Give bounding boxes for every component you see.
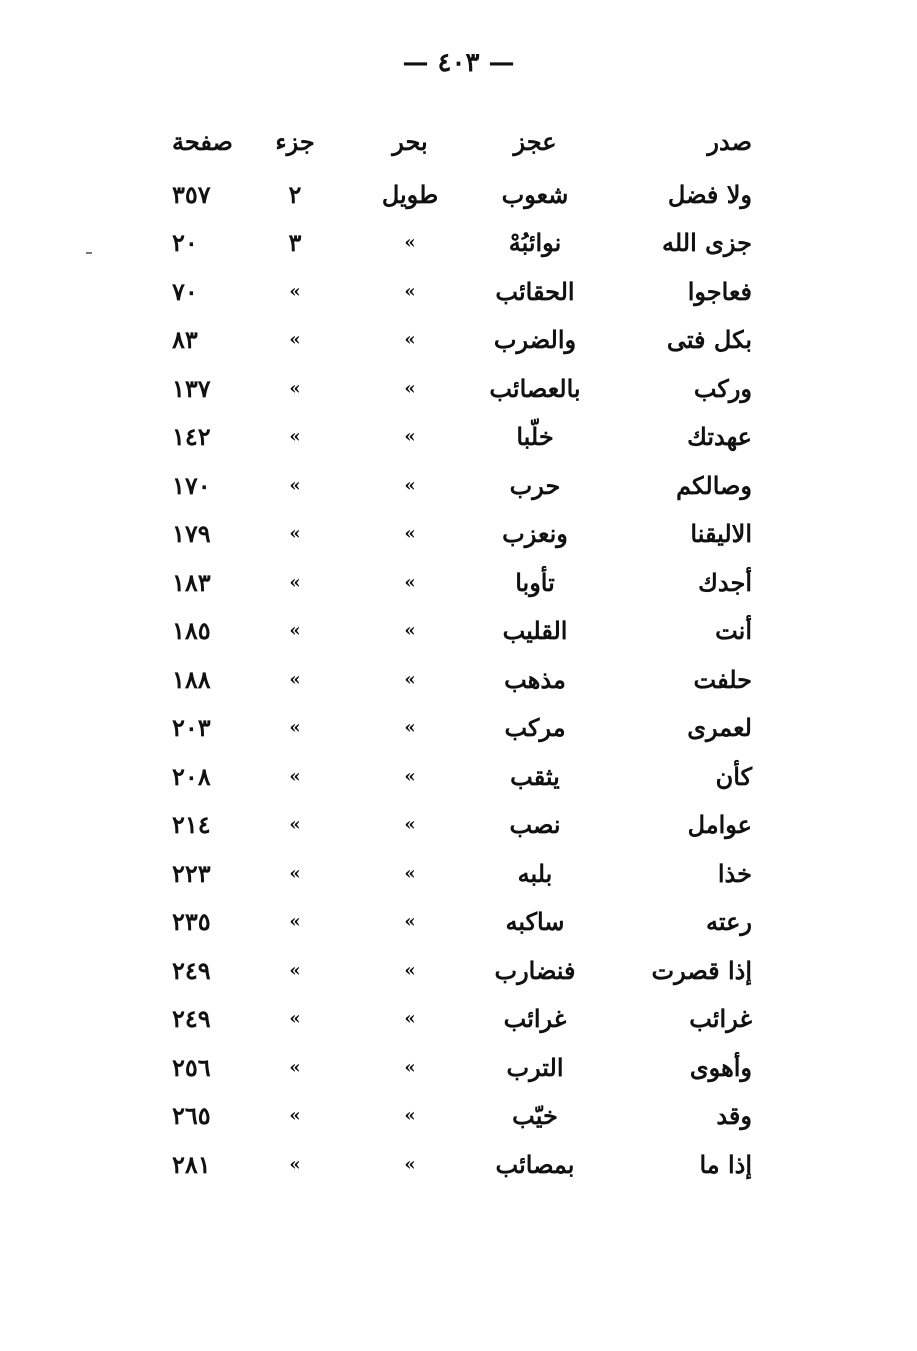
- row-safha: ٢٨١: [172, 1149, 211, 1179]
- row-bahr: »: [404, 959, 416, 981]
- table-row: [150, 170, 770, 219]
- row-sadr: وأهوى: [689, 1052, 752, 1082]
- table-row: [150, 316, 770, 365]
- row-sadr: ولا فضل: [667, 179, 752, 209]
- row-sadr: عوامل: [687, 810, 752, 840]
- row-sadr: لعمرى: [687, 713, 752, 743]
- row-ajz: شعوب: [501, 179, 569, 209]
- row-sadr: وصالكم: [676, 470, 752, 500]
- table-row: [150, 849, 770, 898]
- row-safha: ٢٤٩: [172, 1004, 211, 1034]
- row-safha: ٢٠: [172, 228, 198, 258]
- row-juz: »: [289, 765, 301, 787]
- row-sadr: أجدك: [698, 567, 752, 597]
- row-bahr: »: [404, 571, 416, 593]
- row-ajz: والضرب: [493, 325, 577, 355]
- row-safha: ٢٣٥: [172, 907, 211, 937]
- row-ajz: يثقب: [510, 761, 560, 791]
- row-juz: »: [289, 523, 301, 545]
- row-safha: ٢٦٥: [172, 1101, 211, 1131]
- row-bahr: »: [404, 1153, 416, 1175]
- row-sadr: جزى الله: [661, 228, 752, 258]
- table-header-row: [150, 112, 770, 170]
- row-bahr: »: [404, 232, 416, 254]
- row-ajz: خلّبا: [516, 422, 554, 452]
- row-ajz: بمصائب: [495, 1149, 575, 1179]
- row-ajz: حرب: [509, 470, 561, 500]
- table-row: [150, 413, 770, 462]
- row-safha: ٣٥٧: [172, 179, 211, 209]
- row-juz: »: [289, 571, 301, 593]
- row-safha: ١٨٥: [172, 616, 211, 646]
- table-row: [150, 898, 770, 947]
- row-juz: »: [289, 280, 301, 302]
- row-sadr: غرائب: [689, 1004, 752, 1034]
- row-juz: ٣: [288, 228, 302, 258]
- row-sadr: حلفت: [693, 664, 752, 694]
- row-ajz: بلبه: [517, 858, 553, 888]
- row-juz: »: [289, 1153, 301, 1175]
- table-row: [150, 219, 770, 268]
- table-row: [150, 946, 770, 995]
- row-ajz: مذهب: [504, 664, 566, 694]
- row-juz: »: [289, 1105, 301, 1127]
- row-bahr: »: [404, 620, 416, 642]
- row-ajz: نصب: [509, 810, 561, 840]
- row-safha: ٢٠٣: [172, 713, 211, 743]
- row-ajz: الترب: [506, 1052, 564, 1082]
- row-safha: ١٧٠: [172, 470, 211, 500]
- row-sadr: أنت: [715, 616, 752, 646]
- row-ajz: خيّب: [512, 1101, 558, 1131]
- row-juz: »: [289, 1056, 301, 1078]
- row-bahr: »: [404, 280, 416, 302]
- row-ajz: ونعزب: [502, 519, 568, 549]
- row-safha: ١٤٢: [172, 422, 211, 452]
- table-row: [150, 364, 770, 413]
- row-sadr: وقد: [716, 1101, 752, 1131]
- row-bahr: »: [404, 474, 416, 496]
- row-ajz: فنضارب: [494, 955, 576, 985]
- row-safha: ٧٠: [172, 276, 198, 306]
- row-juz: »: [289, 668, 301, 690]
- row-juz: »: [289, 1008, 301, 1030]
- row-safha: ١٣٧: [172, 373, 211, 403]
- row-sadr: إذا قصرت: [651, 955, 752, 985]
- row-juz: »: [289, 620, 301, 642]
- row-bahr: »: [404, 426, 416, 448]
- row-bahr: »: [404, 1105, 416, 1127]
- row-safha: ٢٠٨: [172, 761, 211, 791]
- row-bahr: »: [404, 523, 416, 545]
- row-ajz: القليب: [502, 616, 568, 646]
- row-ajz: غرائب: [503, 1004, 567, 1034]
- table-row: [150, 510, 770, 559]
- row-juz: »: [289, 814, 301, 836]
- row-juz: »: [289, 911, 301, 933]
- row-bahr: طويل: [381, 179, 439, 209]
- table-row: [150, 995, 770, 1044]
- table-row: [150, 607, 770, 656]
- row-safha: ١٧٩: [172, 519, 211, 549]
- row-sadr: بكل فتى: [666, 325, 752, 355]
- row-juz: »: [289, 717, 301, 739]
- table-row: [150, 1092, 770, 1141]
- header-safha: صفحة: [172, 126, 233, 156]
- page-number: — ٤٠٣ —: [402, 48, 515, 78]
- table-body: [150, 170, 770, 1189]
- row-sadr: عهدتك: [687, 422, 752, 452]
- row-ajz: بالعصائب: [489, 373, 581, 403]
- row-juz: »: [289, 474, 301, 496]
- row-bahr: »: [404, 765, 416, 787]
- table-row: [150, 801, 770, 850]
- row-sadr: رعته: [705, 907, 752, 937]
- row-juz: »: [289, 862, 301, 884]
- row-bahr: »: [404, 1056, 416, 1078]
- row-bahr: »: [404, 668, 416, 690]
- row-juz: »: [289, 959, 301, 981]
- row-sadr: خذا: [717, 858, 752, 888]
- row-safha: ٢٢٣: [172, 858, 211, 888]
- table-row: [150, 655, 770, 704]
- table-row: [150, 1140, 770, 1189]
- row-safha: ٢٤٩: [172, 955, 211, 985]
- header-sadr: صدر: [707, 126, 752, 156]
- header-bahr: بحر: [392, 126, 428, 156]
- row-ajz: نوائبُهْ: [508, 228, 562, 258]
- table-row: [150, 1043, 770, 1092]
- row-ajz: ساكبه: [505, 907, 565, 937]
- table-row: [150, 267, 770, 316]
- row-safha: ٢١٤: [172, 810, 211, 840]
- row-ajz: تأوبا: [515, 567, 555, 597]
- row-safha: ٢٥٦: [172, 1052, 211, 1082]
- row-bahr: »: [404, 814, 416, 836]
- row-sadr: فعاجوا: [687, 276, 752, 306]
- row-juz: »: [289, 329, 301, 351]
- row-bahr: »: [404, 717, 416, 739]
- row-sadr: كأن: [715, 761, 752, 791]
- table-row: [150, 461, 770, 510]
- row-juz: »: [289, 426, 301, 448]
- row-bahr: »: [404, 911, 416, 933]
- row-sadr: الاليقنا: [690, 519, 752, 549]
- table-row: [150, 558, 770, 607]
- row-sadr: وركب: [693, 373, 752, 403]
- row-ajz: مركب: [504, 713, 566, 743]
- row-sadr: إذا ما: [699, 1149, 752, 1179]
- row-juz: »: [289, 377, 301, 399]
- poetry-index-table: [150, 112, 770, 1189]
- row-safha: ١٨٣: [172, 567, 211, 597]
- row-bahr: »: [404, 1008, 416, 1030]
- header-ajz: عجز: [513, 126, 557, 156]
- row-juz: ٢: [288, 179, 302, 209]
- row-bahr: »: [404, 862, 416, 884]
- row-safha: ١٨٨: [172, 664, 211, 694]
- row-safha: ٨٣: [172, 325, 198, 355]
- table-row: [150, 752, 770, 801]
- stray-mark: [86, 252, 92, 254]
- header-juz: جزء: [275, 126, 315, 156]
- row-bahr: »: [404, 377, 416, 399]
- row-ajz: الحقائب: [495, 276, 575, 306]
- row-bahr: »: [404, 329, 416, 351]
- table-row: [150, 704, 770, 753]
